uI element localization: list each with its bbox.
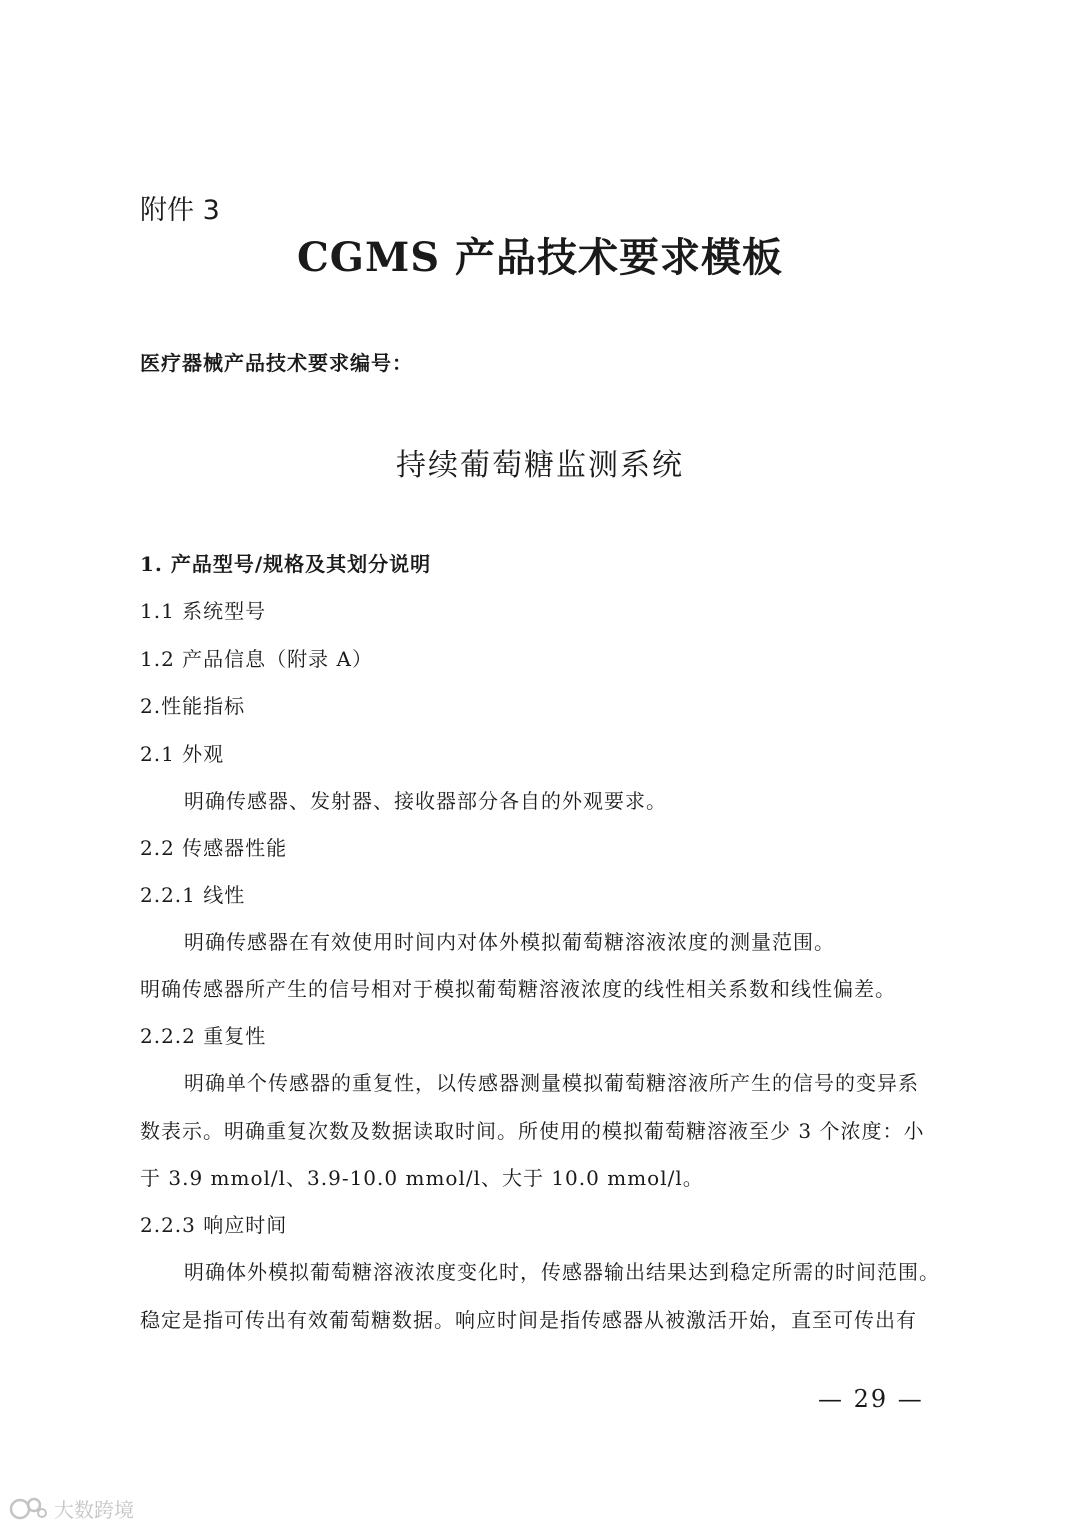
section-heading-2: 2.性能指标	[140, 694, 246, 718]
paragraph-line: 明确体外模拟葡萄糖溶液浓度变化时，传感器输出结果达到稳定所需的时间范围。	[184, 1260, 940, 1284]
paragraph-line: 明确传感器、发射器、接收器部分各自的外观要求。	[184, 789, 667, 813]
document-title: 持续葡萄糖监测系统	[396, 448, 684, 483]
paragraph-line: 明确传感器在有效使用时间内对体外模拟葡萄糖溶液浓度的测量范围。	[184, 930, 835, 954]
paragraph-line: 数表示。明确重复次数及数据读取时间。所使用的模拟葡萄糖溶液至少 3 个浓度：小	[140, 1119, 925, 1143]
subsection-heading: 2.2 传感器性能	[140, 836, 288, 860]
subsection-heading: 2.1 外观	[140, 742, 225, 766]
paragraph-line: 稳定是指可传出有效葡萄糖数据。响应时间是指传感器从被激活开始，直至可传出有	[140, 1308, 917, 1332]
subsection-heading: 2.2.1 线性	[140, 883, 246, 907]
attachment-label: 附件 3	[140, 195, 220, 226]
section-heading-1: 1. 产品型号/规格及其划分说明	[140, 552, 432, 576]
subsection-heading: 1.2 产品信息（附录 A）	[140, 647, 373, 671]
subsection-heading: 2.2.3 响应时间	[140, 1213, 288, 1237]
requirement-number-label: 医疗器械产品技术要求编号：	[140, 351, 413, 375]
watermark	[8, 1494, 134, 1523]
page-number: — 29 —	[818, 1385, 924, 1413]
paragraph-line: 明确传感器所产生的信号相对于模拟葡萄糖溶液浓度的线性相关系数和线性偏差。	[140, 977, 896, 1001]
subsection-heading: 1.1 系统型号	[140, 599, 267, 623]
page-title: CGMS 产品技术要求模板	[296, 234, 784, 281]
watermark-text: 大数跨境	[54, 1498, 134, 1522]
paragraph-line: 明确单个传感器的重复性，以传感器测量模拟葡萄糖溶液所产生的信号的变异系	[184, 1071, 919, 1095]
brand-logo-icon	[8, 1496, 48, 1522]
paragraph-line: 于 3.9 mmol/l、3.9-10.0 mmol/l、大于 10.0 mmol/l。	[140, 1166, 704, 1190]
subsection-heading: 2.2.2 重复性	[140, 1024, 267, 1048]
